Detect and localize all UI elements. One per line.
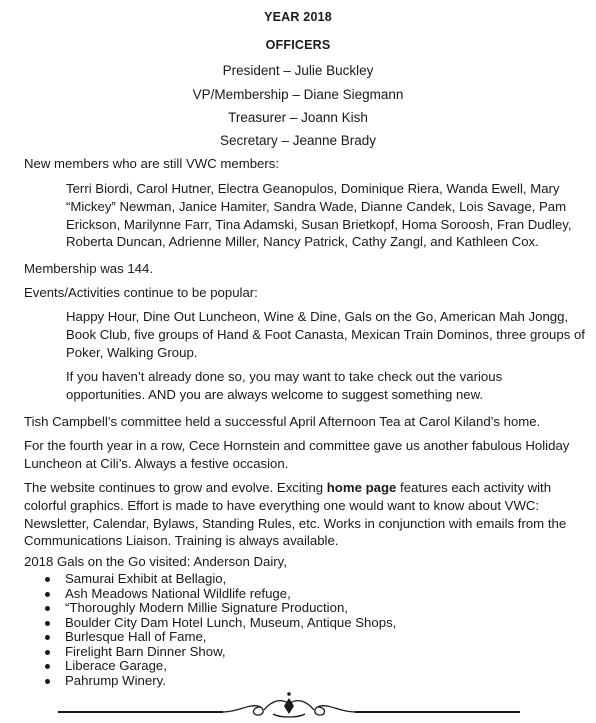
list-item <box>0 630 596 645</box>
bullet-icon <box>45 577 50 582</box>
events-line: Happy Hour, Dine Out Luncheon, Wine & Dine, Gals on the Go, American Mah Jongg, <box>66 309 569 324</box>
luncheon-line: For the fourth year in a row, Cece Hornstein and committee gave us another fabulous Holiday <box>24 438 570 453</box>
gals-on-the-go-list <box>0 572 596 688</box>
events-note-line: opportunities. AND you are always welcome to suggest something new. <box>66 387 484 402</box>
events-intro: Events/Activities continue to be popular: <box>24 285 258 300</box>
website-line: colorful graphics. Effort is made to have everything one would want to know about VWC: <box>24 498 540 513</box>
membership-count: Membership was 144. <box>24 261 154 276</box>
home-page-emphasis: home page <box>326 480 397 495</box>
list-item-label: Liberace Garage, <box>65 658 167 673</box>
website-line: Communications Liaison. Training is always available. <box>24 533 339 548</box>
bullet-icon <box>45 606 50 611</box>
officer-secretary: Secretary – Jeanne Brady <box>219 133 377 148</box>
officer-president: President – Julie Buckley <box>222 63 374 78</box>
afternoon-tea-paragraph: Tish Campbell’s committee held a successful April Afternoon Tea at Carol Kiland’s home. <box>24 414 541 429</box>
list-item-label: Firelight Barn Dinner Show, <box>65 643 226 659</box>
new-members-line: “Mickey” Newman, Janice Hamiter, Sandra Wade, Dianne Candek, Lois Savage, Pam <box>66 199 567 214</box>
website-line <box>24 479 551 497</box>
list-item-label: Ash Meadows National Wildlife refuge, <box>65 585 291 601</box>
officer-vp-membership: VP/Membership – Diane Siegmann <box>192 87 404 102</box>
new-members-intro: New members who are still VWC members: <box>24 156 280 171</box>
luncheon-line: Luncheon at Cili’s. Always a festive occasion. <box>24 456 289 471</box>
ornamental-divider-icon <box>58 690 520 720</box>
gals-on-the-go-intro: 2018 Gals on the Go visited: Anderson Dairy, <box>24 554 287 569</box>
list-item-label: Pahrump Winery. <box>65 672 166 688</box>
bullet-icon <box>45 592 50 597</box>
bullet-icon <box>45 664 50 669</box>
list-item-label: Boulder City Dam Hotel Lunch, Museum, Antique Shops, <box>65 614 397 630</box>
website-text: features each activity with <box>396 480 552 495</box>
bullet-icon <box>45 621 50 626</box>
events-line: Book Club, five groups of Hand & Foot Canasta, Mexican Train Dominos, three groups of <box>66 327 585 342</box>
website-text: The website continues to grow and evolve. Exciting <box>24 480 327 495</box>
new-members-line: Roberta Duncan, Adrienne Miller, Nancy Patrick, Cathy Zangl, and Kathleen Cox. <box>66 234 539 249</box>
year-heading: YEAR 2018 <box>264 10 332 24</box>
bullet-icon <box>45 679 50 684</box>
officers-heading: OFFICERS <box>265 38 331 52</box>
list-item <box>0 659 596 674</box>
list-item <box>0 674 596 689</box>
list-item <box>0 572 596 587</box>
new-members-line: Terri Biordi, Carol Hutner, Electra Geanopulos, Dominique Riera, Wanda Ewell, Mary <box>66 181 560 196</box>
list-item-label: Samurai Exhibit at Bellagio, <box>65 571 227 586</box>
website-line: Newsletter, Calendar, Bylaws, Standing Rules, etc. Works in conjunction with emails from the <box>24 516 567 531</box>
new-members-line: Erickson, Marilynne Farr, Tina Adamski, Susan Brietkopf, Homa Soroosh, Fran Dudley, <box>66 217 572 232</box>
list-item <box>0 587 596 602</box>
list-item-label: “Thoroughly Modern Millie Signature Production, <box>65 600 348 615</box>
list-item-label: Burlesque Hall of Fame, <box>65 629 207 644</box>
list-item <box>0 645 596 660</box>
bullet-icon <box>45 635 50 640</box>
bullet-icon <box>45 650 50 655</box>
list-item <box>0 616 596 631</box>
events-note-line: If you haven’t already done so, you may want to take check out the various <box>66 369 503 384</box>
events-line: Poker, Walking Group. <box>66 345 198 360</box>
officer-treasurer: Treasurer – Joann Kish <box>228 110 368 125</box>
list-item <box>0 601 596 616</box>
